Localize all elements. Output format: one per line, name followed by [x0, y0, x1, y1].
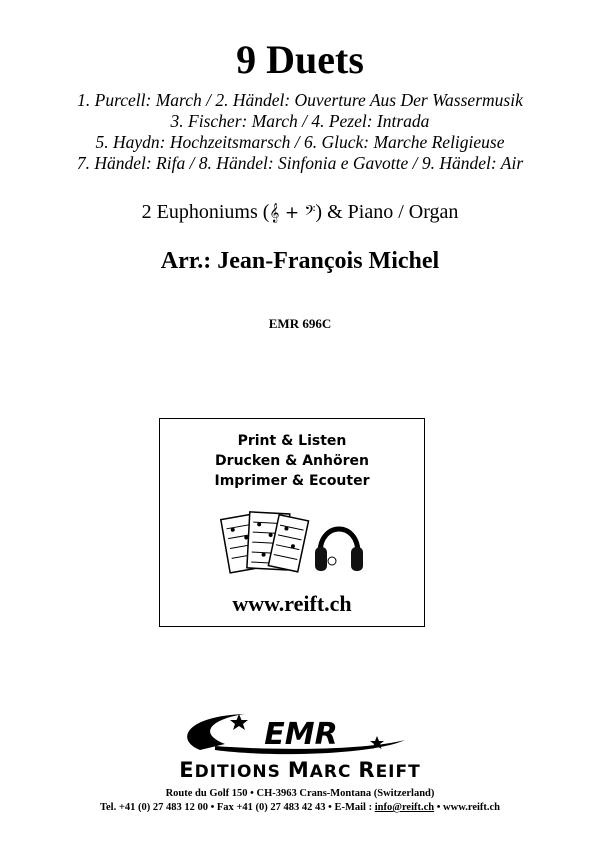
- promo-line: Imprimer & Ecouter: [214, 473, 370, 489]
- piece-line: 7. Händel: Rifa / 8. Händel: Sinfonia e Gavotte / 9. Händel: Air: [76, 153, 524, 173]
- instrumentation-suffix: ) & Piano / Organ: [315, 201, 459, 223]
- publisher-address: Route du Golf 150 • CH-3963 Crans-Montana (Switzerland): [165, 788, 435, 799]
- instrumentation-prefix: 2 Euphoniums (: [141, 201, 270, 223]
- clef-icons: 𝄞 + 𝄢: [269, 203, 316, 223]
- piece-list: [0, 90, 600, 174]
- promo-line: Drucken & Anhören: [215, 453, 369, 469]
- promo-line: Print & Listen: [237, 433, 347, 449]
- print-listen-box: [159, 418, 425, 627]
- svg-text:EMR: EMR: [264, 717, 338, 752]
- piece-line: 5. Haydn: Hochzeitsmarsch / 6. Gluck: Marche Religieuse: [95, 132, 505, 152]
- piece-line: 3. Fischer: March / 4. Pezel: Intrada: [170, 111, 430, 131]
- arranger: Arr.: Jean-François Michel: [160, 248, 440, 274]
- publisher-name: EDITIONS MARC REIFT: [179, 758, 421, 782]
- instrumentation: [0, 200, 600, 225]
- page-title: 9 Duets: [236, 37, 364, 82]
- publisher-contact: Tel. +41 (0) 27 483 12 00 • Fax +41 (0) 27 483 42 43 • E-Mail : info@reift.ch • www.reift.ch: [99, 802, 501, 813]
- email-link[interactable]: info@reift.ch: [374, 802, 435, 813]
- headphones-icon: [315, 529, 363, 571]
- sheet-music-icon: [221, 512, 309, 573]
- catalog-number: EMR 696C: [268, 316, 332, 331]
- promo-lines: [160, 431, 424, 491]
- piece-line: 1. Purcell: March / 2. Händel: Ouverture Aus Der Wassermusik: [77, 90, 523, 110]
- emr-logo: [155, 710, 445, 760]
- print-listen-illustration: [220, 507, 366, 581]
- website-link[interactable]: www.reift.ch: [232, 591, 352, 616]
